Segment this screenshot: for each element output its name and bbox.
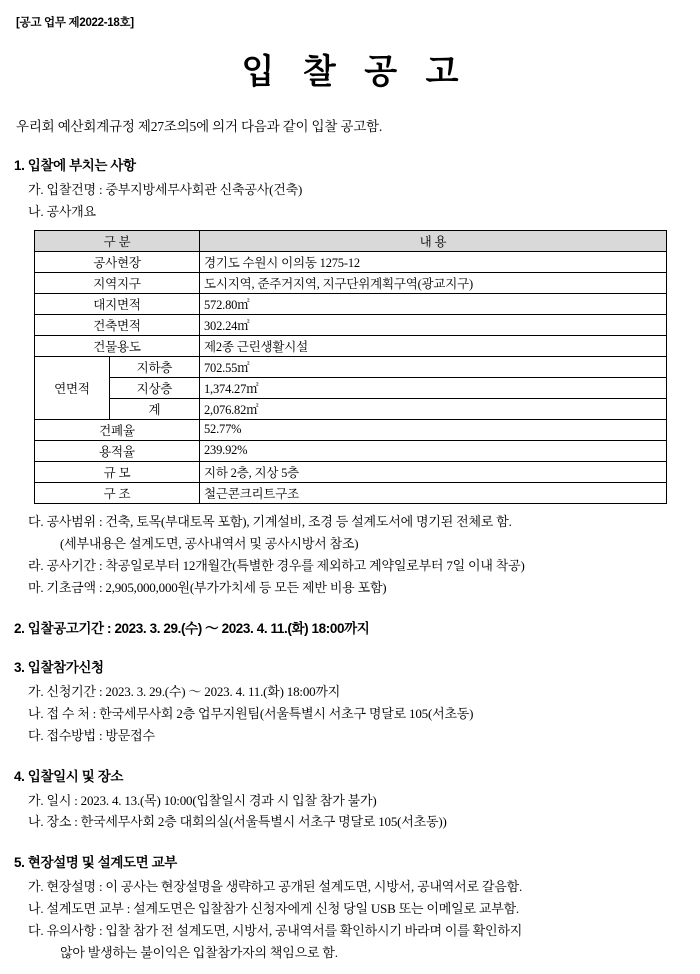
section-4-heading: 4. 입찰일시 및 장소 [14, 768, 123, 784]
section-3-item-a: 가. 신청기간 : 2023. 3. 29.(수) ～ 2023. 4. 11.(화) 18:00까지 [28, 684, 341, 700]
section-1-heading: 1. 입찰에 부치는 사항 [14, 158, 136, 173]
table-header-row [35, 230, 667, 251]
document-number: [공고 업무 제2022-18호] [16, 17, 134, 29]
table-row [35, 272, 667, 293]
section-5-heading: 5. 현장설명 및 설계도면 교부 [14, 855, 177, 871]
row-value: 1,374.27㎡ [200, 377, 667, 398]
row-sublabel: 지하층 [110, 356, 200, 377]
row-label: 지역지구 [35, 272, 200, 293]
row-sublabel: 지상층 [110, 377, 200, 398]
row-value: 239.92% [200, 440, 667, 461]
row-value: 제2종 근린생활시설 [200, 335, 667, 356]
row-sublabel: 계 [110, 398, 200, 419]
row-label: 건축면적 [35, 314, 200, 335]
page-title: 입 찰 공 고 [241, 54, 469, 91]
row-value: 572.80㎡ [200, 293, 667, 314]
table-row [35, 461, 667, 482]
section-5-item-b: 나. 설계도면 교부 : 설계도면은 입찰참가 신청자에게 신청 당일 USB 또는 이메일로 교부함. [28, 901, 519, 917]
row-value: 2,076.82㎡ [200, 398, 667, 419]
section-5-item-a: 가. 현장설명 : 이 공사는 현장설명을 생략하고 공개된 설계도면, 시방서, 공내역서로 갈음함. [28, 879, 523, 895]
row-value: 302.24㎡ [200, 314, 667, 335]
section-5-item-c: 다. 유의사항 : 입찰 참가 전 설계도면, 시방서, 공내역서를 확인하시기 바라며 이를 확인하지 [28, 922, 523, 938]
section-4-item-a: 가. 일시 : 2023. 4. 13.(목) 10:00(입찰일시 경과 시 입찰 참가 불가) [28, 792, 377, 808]
section-1-item-c: 다. 공사범위 : 건축, 토목(부대토목 포함), 기계설비, 조경 등 설계도서에 명기된 전체로 함. [28, 513, 512, 529]
row-label: 건폐율 [35, 419, 200, 440]
section-3-item-c: 다. 접수방법 : 방문접수 [28, 727, 155, 743]
row-label-floor-area: 연면적 [35, 356, 110, 419]
section-5-item-c-continuation: 않아 발생하는 불이익은 입찰참가자의 책임으로 함. [60, 944, 338, 960]
table-row [35, 419, 667, 440]
section-2-heading: 2. 입찰공고기간 : 2023. 3. 29.(수) ～ 2023. 4. 11.(화) 18:00까지 [14, 621, 370, 637]
section-1-item-c-note: (세부내용은 설계도면, 공사내역서 및 공사시방서 참조) [60, 535, 359, 551]
table-header-content: 내 용 [200, 230, 667, 251]
section-1-item-e: 마. 기초금액 : 2,905,000,000원(부가가치세 등 모든 제반 비용 포함) [28, 580, 387, 596]
table-row [35, 377, 667, 398]
section-3-item-b: 나. 접 수 처 : 한국세무사회 2층 업무지원팀(서울특별시 서초구 명달로 105(서초동) [28, 705, 474, 721]
row-value: 지하 2층, 지상 5층 [200, 461, 667, 482]
section-1-item-a: 가. 입찰건명 : 중부지방세무사회관 신축공사(건축) [28, 182, 303, 197]
table-row [35, 335, 667, 356]
table-row [35, 356, 667, 377]
row-label: 용적율 [35, 440, 200, 461]
table-row [35, 482, 667, 503]
row-label: 규 모 [35, 461, 200, 482]
table-header-division: 구 분 [35, 230, 200, 251]
row-value: 철근콘크리트구조 [200, 482, 667, 503]
row-label: 건물용도 [35, 335, 200, 356]
table-row [35, 293, 667, 314]
row-value: 도시지역, 준주거지역, 지구단위계획구역(광교지구) [200, 272, 667, 293]
table-row [35, 440, 667, 461]
row-label: 구 조 [35, 482, 200, 503]
section-1-item-b: 나. 공사개요 [28, 203, 96, 219]
row-label: 대지면적 [35, 293, 200, 314]
row-value: 경기도 수원시 이의동 1275-12 [200, 251, 667, 272]
section-4-item-b: 나. 장소 : 한국세무사회 2층 대회의실(서울특별시 서초구 명달로 105(서초동)) [28, 814, 447, 830]
table-row [35, 314, 667, 335]
table-row [35, 398, 667, 419]
row-value: 52.77% [200, 419, 667, 440]
section-1-item-d: 라. 공사기간 : 착공일로부터 12개월간(특별한 경우를 제외하고 계약일로부터 7일 이내 착공) [28, 558, 525, 574]
intro-paragraph: 우리회 예산회계규정 제27조의5에 의거 다음과 같이 입찰 공고함. [16, 119, 383, 134]
construction-overview-table [34, 230, 667, 504]
section-3-heading: 3. 입찰참가신청 [14, 660, 104, 676]
row-value: 702.55㎡ [200, 356, 667, 377]
table-row [35, 251, 667, 272]
row-label: 공사현장 [35, 251, 200, 272]
